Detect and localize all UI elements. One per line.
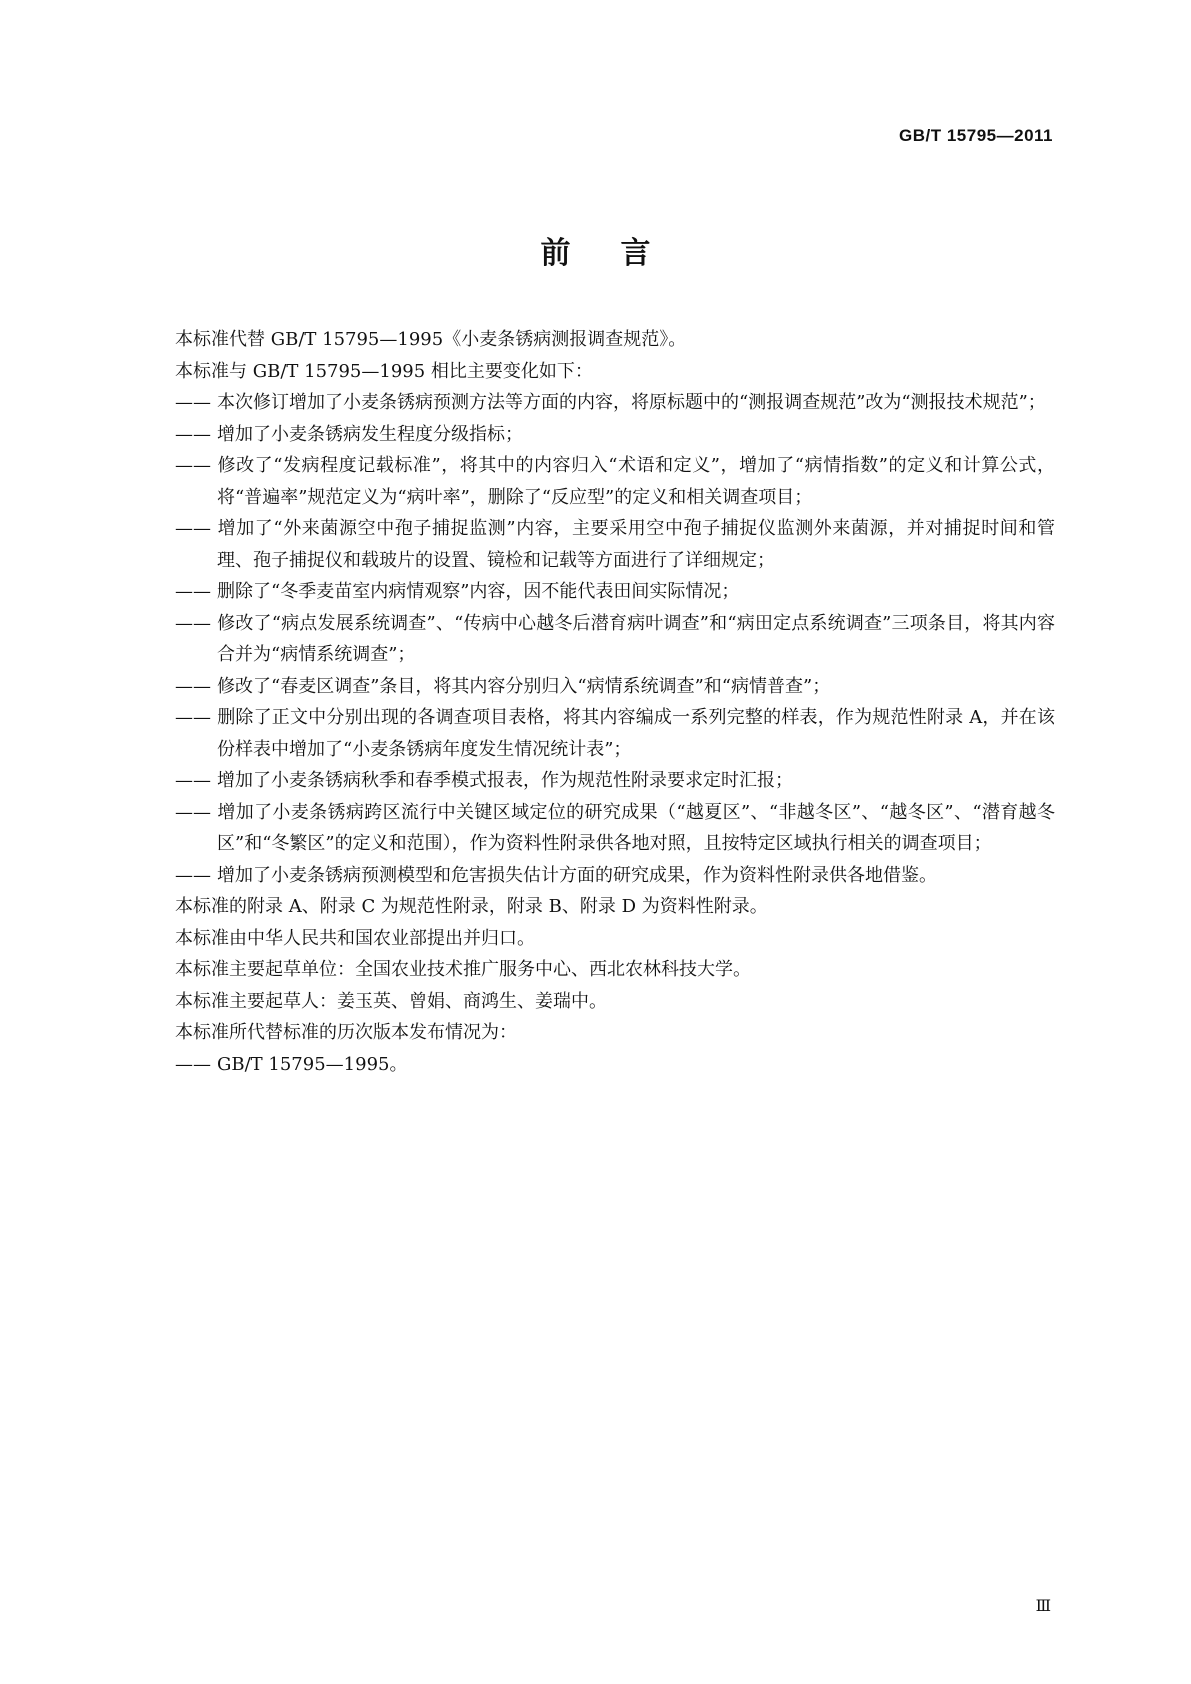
body-paragraph: 本标准主要起草单位：全国农业技术推广服务中心、西北农林科技大学。	[175, 959, 751, 980]
body-paragraph: 本标准主要起草人：姜玉英、曾娟、商鸿生、姜瑞中。	[175, 990, 607, 1012]
page-number: Ⅲ	[1035, 1596, 1051, 1615]
list-item-text: 增加了小麦条锈病发生程度分级指标；	[217, 423, 523, 445]
list-dash-marker: ——	[175, 1053, 211, 1075]
body-paragraph: 本标准由中华人民共和国农业部提出并归口。	[175, 927, 535, 949]
list-dash-marker: ——	[175, 707, 211, 728]
standard-number: GB/T 15795—2011	[899, 126, 1053, 145]
change-list-item	[175, 702, 1055, 765]
list-item-text: 本次修订增加了小麦条锈病预测方法等方面的内容，将原标题中的“测报调查规范”改为“测报技术规范”；	[217, 392, 1046, 413]
body-paragraph: 本标准代替 GB/T 15795—1995《小麦条锈病测报调查规范》。	[175, 329, 687, 350]
change-list-item	[175, 576, 1055, 608]
list-item-text: 删除了“冬季麦苗室内病情观察”内容，因不能代表田间实际情况；	[217, 581, 740, 602]
list-item-text: 修改了“春麦区调查”条目，将其内容分别归入“病情系统调查”和“病情普查”；	[217, 675, 831, 697]
list-item-text: GB/T 15795—1995。	[217, 1053, 408, 1075]
list-dash-marker: ——	[175, 518, 211, 539]
list-item-text: 增加了小麦条锈病秋季和春季模式报表，作为规范性附录要求定时汇报；	[217, 770, 793, 791]
change-list-item	[175, 419, 1055, 451]
list-dash-marker: ——	[175, 392, 211, 413]
list-dash-marker: ——	[175, 455, 211, 476]
list-item-text: 增加了小麦条锈病预测模型和危害损失估计方面的研究成果，作为资料性附录供各地借鉴。	[217, 864, 937, 886]
change-list-item	[175, 450, 1055, 513]
list-item-text: 增加了小麦条锈病跨区流行中关键区域定位的研究成果（“越夏区”、“非越冬区”、“越冬区”、“潜育越冬区”和“冬繁区”的定义和范围），作为资料性附录供各地对照，且按特定区域执行相关的调查项目；	[217, 801, 1055, 854]
change-list-item	[175, 860, 1055, 892]
list-item-text: 增加了“外来菌源空中孢子捕捉监测”内容，主要采用空中孢子捕捉仪监测外来菌源，并对捕捉时间和管理、孢子捕捉仪和载玻片的设置、镜检和记载等方面进行了详细规定；	[217, 518, 1055, 571]
body-paragraph: 本标准与 GB/T 15795—1995 相比主要变化如下：	[175, 360, 593, 382]
change-list-item	[175, 1049, 1055, 1081]
change-list-item	[175, 671, 1055, 703]
change-list-item	[175, 387, 1055, 419]
list-item-text: 删除了正文中分别出现的各调查项目表格，将其内容编成一系列完整的样表，作为规范性附录 A，并在该份样表中增加了“小麦条锈病年度发生情况统计表”；	[217, 707, 1055, 760]
list-dash-marker: ——	[175, 423, 211, 445]
change-list-item	[175, 608, 1055, 671]
list-dash-marker: ——	[175, 675, 211, 697]
page-title: 前言	[540, 236, 701, 271]
list-dash-marker: ——	[175, 612, 211, 634]
foreword-body	[175, 324, 1055, 1080]
list-dash-marker: ——	[175, 801, 211, 823]
body-paragraph: 本标准所代替标准的历次版本发布情况为：	[175, 1022, 517, 1043]
change-list-item	[175, 765, 1055, 797]
list-dash-marker: ——	[175, 864, 211, 886]
body-paragraph: 本标准的附录 A、附录 C 为规范性附录，附录 B、附录 D 为资料性附录。	[175, 896, 768, 917]
list-item-text: 修改了“病点发展系统调查”、“传病中心越冬后潜育病叶调查”和“病田定点系统调查”三项条目，将其内容合并为“病情系统调查”；	[217, 612, 1055, 665]
change-list-item	[175, 513, 1055, 576]
change-list-item	[175, 797, 1055, 860]
list-item-text: 修改了“发病程度记载标准”，将其中的内容归入“术语和定义”，增加了“病情指数”的定义和计算公式，将“普遍率”规范定义为“病叶率”，删除了“反应型”的定义和相关调查项目；	[217, 455, 1055, 508]
list-dash-marker: ——	[175, 581, 211, 602]
list-dash-marker: ——	[175, 770, 211, 791]
